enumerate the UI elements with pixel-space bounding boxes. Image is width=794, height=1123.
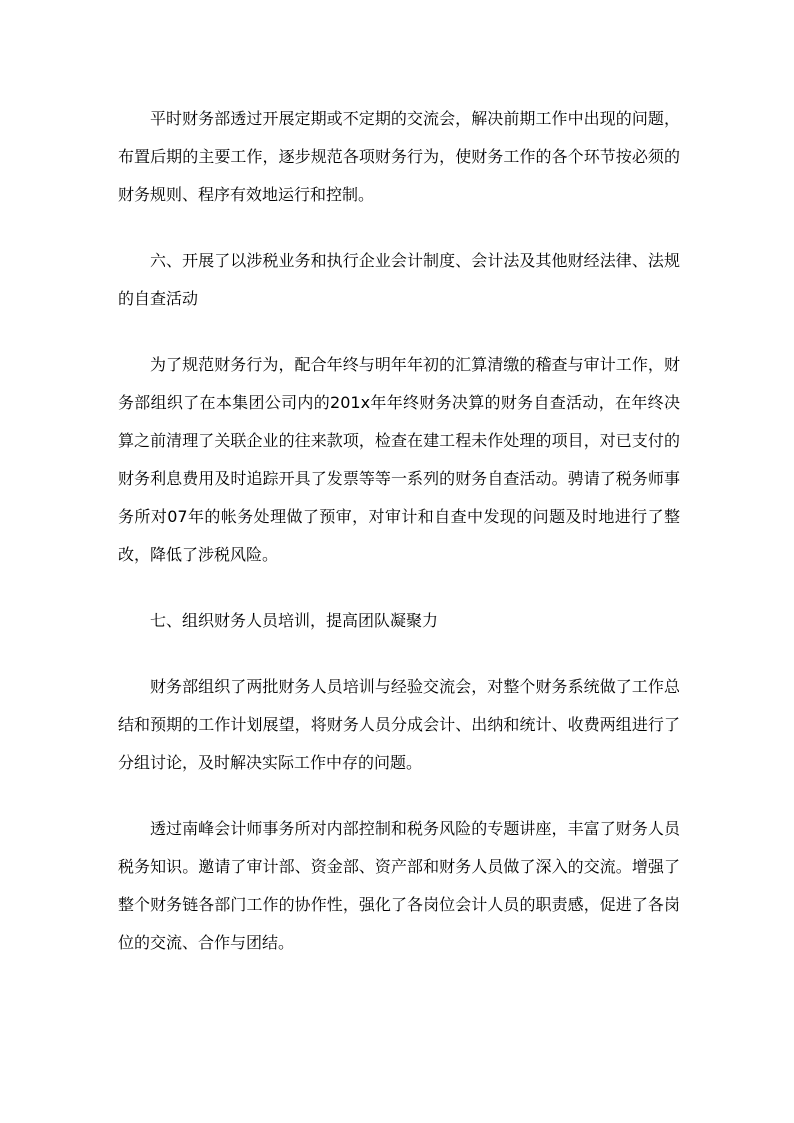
paragraph-training: 财务部组织了两批财务人员培训与经验交流会，对整个财务系统做了工作总结和预期的工作计划展望，将财务人员分成会计、出纳和统计、收费两组进行了分组讨论，及时解决实际工作中存的问题。 <box>118 677 680 772</box>
section-heading-six: 六、开展了以涉税业务和执行企业会计制度、会计法及其他财经法律、法规的自查活动 <box>118 251 680 308</box>
document-body <box>118 100 680 990</box>
paragraph-lecture: 透过南峰会计师事务所对内部控制和税务风险的专题讲座，丰富了财务人员税务知识。邀请了审计部、资金部、资产部和财务人员做了深入的交流。增强了整个财务链各部门工作的协作性，强化了各岗位会计人员的职责感，促进了各岗位的交流、合作与团结。 <box>118 819 680 952</box>
paragraph-self-inspection: 为了规范财务行为，配合年终与明年年初的汇算清缴的稽查与审计工作，财务部组织了在本集团公司内的201x年年终财务决算的财务自查活动，在年终决算之前清理了关联企业的往来款项，检查在建工程未作处理的项目，对已支付的财务利息费用及时追踪开具了发票等等一系列的财务自查活动。骋请了税务师事务所对07年的帐务处理做了预审，对审计和自查中发现的问题及时地进行了整改，降低了涉税风险。 <box>118 355 680 564</box>
section-heading-seven: 七、组织财务人员培训，提高团队凝聚力 <box>150 611 439 630</box>
paragraph-regular-meetings: 平时财务部透过开展定期或不定期的交流会，解决前期工作中出现的问题，布置后期的主要工作，逐步规范各项财务行为，使财务工作的各个环节按必须的财务规则、程序有效地运行和控制。 <box>118 109 680 204</box>
